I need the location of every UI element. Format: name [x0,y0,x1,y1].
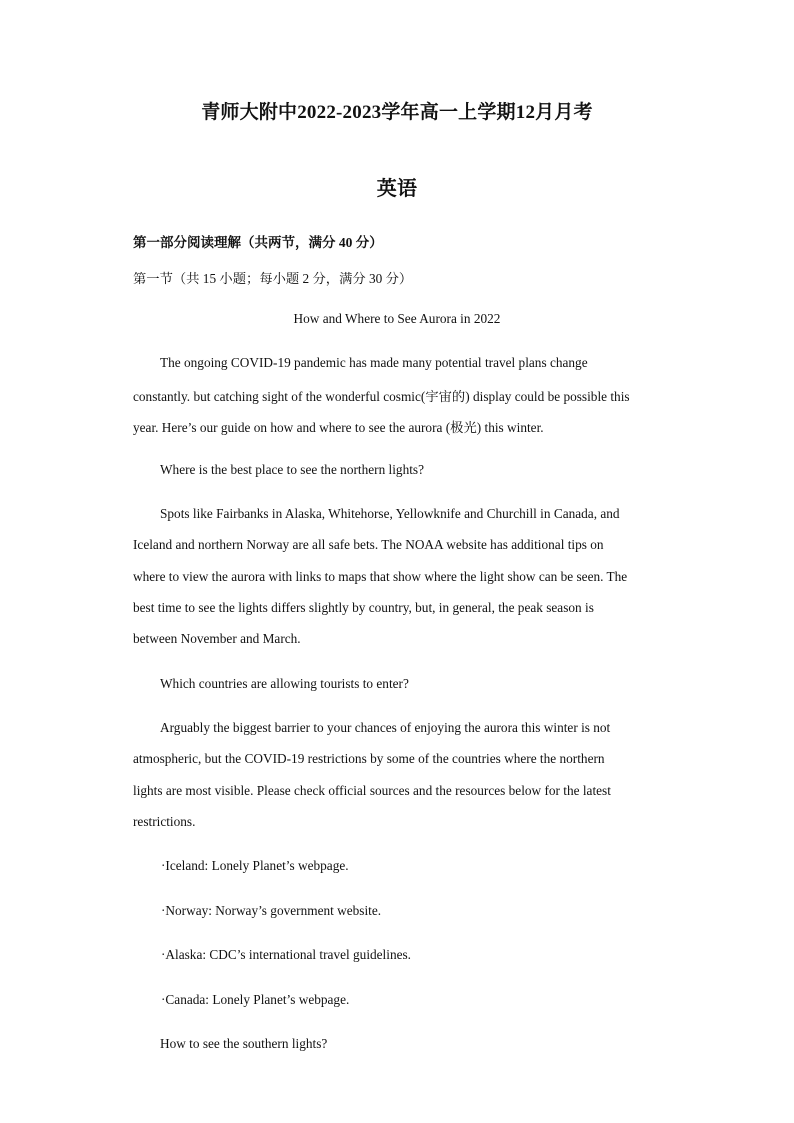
paragraph-line: where to view the aurora with links to maps that show where the light show can be seen. The [133,569,628,584]
paragraph-line: constantly. but catching sight of the wonderful cosmic(宇宙的) display could be possible this [133,389,630,404]
section-part-heading: 第一部分阅读理解（共两节，满分 40 分） [133,235,383,250]
paragraph-line: best time to see the lights differs slightly by country, but, in general, the peak season is [133,600,594,615]
paragraph-line: Iceland and northern Norway are all safe bets. The NOAA website has additional tips on [133,537,604,552]
paragraph-line: restrictions. [133,814,196,829]
exam-title: 青师大附中2022-2023学年高一上学期12月月考 [201,102,593,123]
paragraph-line: lights are most visible. Please check official sources and the resources below for the latest [133,783,611,798]
article-title: How and Where to See Aurora in 2022 [293,311,501,326]
paragraph-line: atmospheric, but the COVID-19 restrictions by some of the countries where the northern [133,751,605,766]
paragraph-line: Arguably the biggest barrier to your chances of enjoying the aurora this winter is not [160,720,611,735]
resource-item-alaska: ·Alaska: CDC’s international travel guidelines. [161,947,411,962]
resource-item-norway: ·Norway: Norway’s government website. [161,903,382,918]
question-heading: How to see the southern lights? [160,1036,328,1051]
resource-item-canada: ·Canada: Lonely Planet’s webpage. [161,992,350,1007]
question-heading: Which countries are allowing tourists to enter? [160,676,409,691]
paragraph-line: Spots like Fairbanks in Alaska, Whitehorse, Yellowknife and Churchill in Canada, and [160,506,620,521]
paragraph-line: between November and March. [133,631,301,646]
section-one-heading: 第一节（共 15 小题；每小题 2 分，满分 30 分） [133,271,413,286]
paragraph-line: The ongoing COVID-19 pandemic has made many potential travel plans change [160,355,588,370]
resource-item-iceland: ·Iceland: Lonely Planet’s webpage. [161,858,349,873]
question-heading: Where is the best place to see the northern lights? [160,462,424,477]
subject-title: 英语 [376,178,418,200]
paragraph-line: year. Here’s our guide on how and where to see the aurora (极光) this winter. [133,420,544,435]
